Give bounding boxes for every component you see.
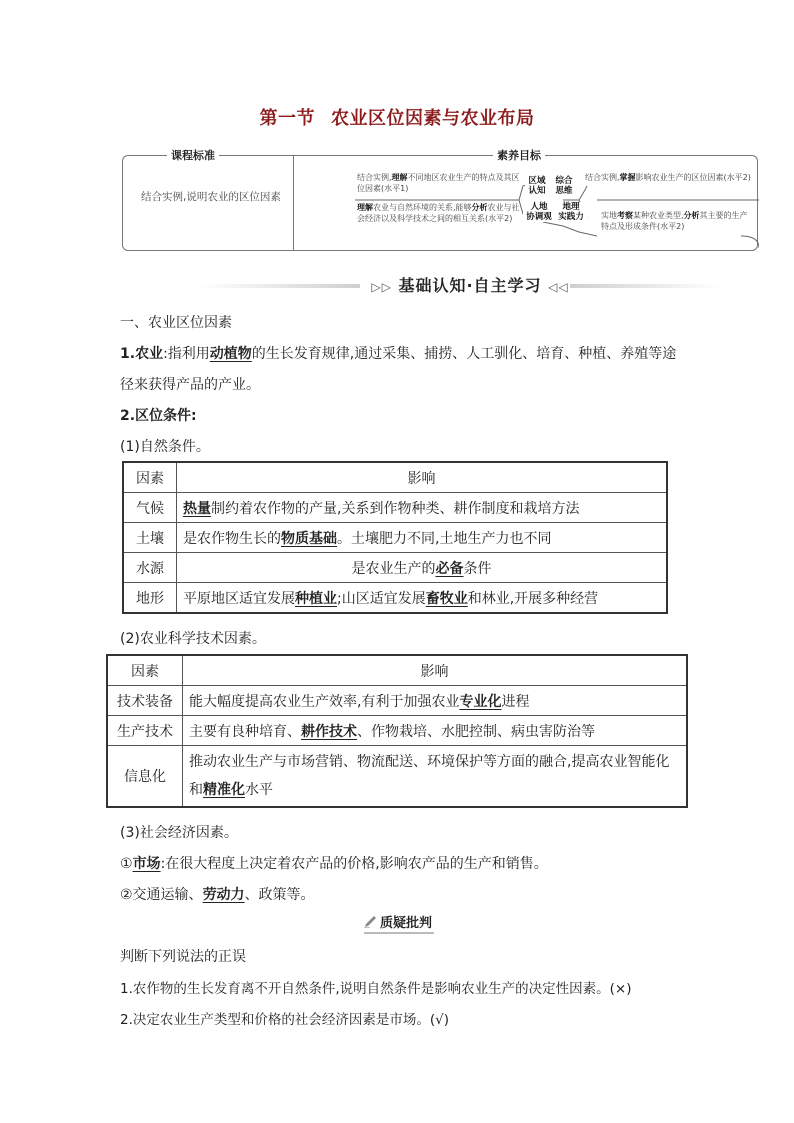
node-geographic-practice: 地理 实践力 xyxy=(555,202,587,222)
standard-label: 课程标准 xyxy=(167,147,219,163)
banner-line-right xyxy=(570,284,720,288)
natural-conditions-heading: (1)自然条件。 xyxy=(120,439,210,455)
table-cell-factor: 地形 xyxy=(123,583,177,614)
location-conditions-heading: 2.区位条件: xyxy=(120,408,197,424)
table-cell-factor: 气候 xyxy=(123,493,177,523)
tech-factors-heading: (2)农业科学技术因素。 xyxy=(120,631,266,647)
table-header-cell: 因素 xyxy=(107,655,183,686)
table-cell-impact: 是农作物生长的物质基础。土壤肥力不同,土地生产力也不同 xyxy=(177,523,668,553)
table-row xyxy=(107,716,687,746)
table-header-row xyxy=(123,462,667,493)
judge-question-1: 1.农作物的生长发育离不开自然条件,说明自然条件是影响农业生产的决定性因素。(×) xyxy=(120,981,632,997)
table-cell-impact: 推动农业生产与市场营销、物流配送、环境保护等方面的融合,提高农业智能化和精准化水平 xyxy=(183,746,688,808)
socioeconomic-heading: (3)社会经济因素。 xyxy=(120,825,238,841)
table-row xyxy=(107,746,687,808)
table-header-row xyxy=(107,655,687,686)
table-row xyxy=(123,583,667,614)
pencil-icon xyxy=(364,916,378,928)
section-number: 第一节 xyxy=(259,108,315,129)
goal-1: 结合实例,理解不同地区农业生产的特点及其区位因素(水平1) xyxy=(357,173,520,193)
goal-4: 实地考察某种农业类型,分析其主要的生产特点及形成条件(水平2) xyxy=(601,211,748,231)
table-row xyxy=(123,493,667,523)
critique-underline xyxy=(364,932,434,934)
section-banner xyxy=(200,271,720,297)
table-cell-factor: 水源 xyxy=(123,553,177,583)
standard-text: 结合实例,说明农业的区位因素 xyxy=(141,191,281,203)
goal-3: 结合实例,掌握影响农业生产的区位因素(水平2) xyxy=(585,173,751,182)
table-cell-factor: 土壤 xyxy=(123,523,177,553)
node-human-land: 人地 协调观 xyxy=(523,202,555,222)
table-cell-factor: 生产技术 xyxy=(107,716,183,746)
table-header-cell: 影响 xyxy=(183,655,688,686)
paragraph-other-factors: ②交通运输、劳动力、政策等。 xyxy=(120,887,315,903)
banner-line-left xyxy=(200,284,360,288)
natural-conditions-table xyxy=(122,461,668,614)
banner-title: ▷▷ 基础认知·自主学习 ◁◁ xyxy=(371,276,569,295)
node-regional-cognition: 区域 认知 xyxy=(525,176,549,196)
table-cell-impact: 平原地区适宜发展种植业;山区适宜发展畜牧业和林业,开展多种经营 xyxy=(177,583,668,614)
table-cell-impact: 热量制约着农作物的产量,关系到作物种类、耕作制度和栽培方法 xyxy=(177,493,668,523)
table-row xyxy=(123,553,667,583)
table-cell-impact: 能大幅度提高农业生产效率,有利于加强农业专业化进程 xyxy=(183,686,688,716)
table-cell-impact: 是农业生产的必备条件 xyxy=(177,553,668,583)
table-row xyxy=(107,686,687,716)
table-header-cell: 影响 xyxy=(177,462,668,493)
table-cell-impact: 主要有良种培育、耕作技术、作物栽培、水肥控制、病虫害防治等 xyxy=(183,716,688,746)
node-comprehensive-thinking: 综合 思维 xyxy=(551,176,577,196)
section-name: 农业区位因素与农业布局 xyxy=(331,108,535,129)
section-heading: 一、农业区位因素 xyxy=(120,315,232,331)
judge-question-2: 2.决定农业生产类型和价格的社会经济因素是市场。(√) xyxy=(120,1012,450,1028)
paragraph-market: ①市场:在很大程度上决定着农产品的价格,影响农产品的生产和销售。 xyxy=(120,856,548,872)
table-row xyxy=(123,523,667,553)
table-cell-factor: 信息化 xyxy=(107,746,183,808)
paragraph-definition-cont: 径来获得产品的产业。 xyxy=(120,377,260,393)
critique-header: 质疑批判 xyxy=(364,912,432,931)
judge-intro: 判断下列说法的正误 xyxy=(120,949,246,965)
arrow-left-icon: ◁◁ xyxy=(548,280,569,294)
arrow-right-icon: ▷▷ xyxy=(371,280,392,294)
goal-label: 素养目标 xyxy=(493,147,545,163)
page-title xyxy=(0,104,794,130)
paragraph-definition: 1.农业:指利用动植物的生长发育规律,通过采集、捕捞、人工驯化、培育、种植、养殖等途 xyxy=(120,346,677,362)
goal-2: 理解农业与自然环境的关系,能够分析农业与社会经济以及科学技术之间的相互关系(水平2) xyxy=(357,203,520,223)
standards-box xyxy=(122,149,758,251)
table-header-cell: 因素 xyxy=(123,462,177,493)
tech-factors-table xyxy=(106,654,688,808)
table-cell-factor: 技术装备 xyxy=(107,686,183,716)
